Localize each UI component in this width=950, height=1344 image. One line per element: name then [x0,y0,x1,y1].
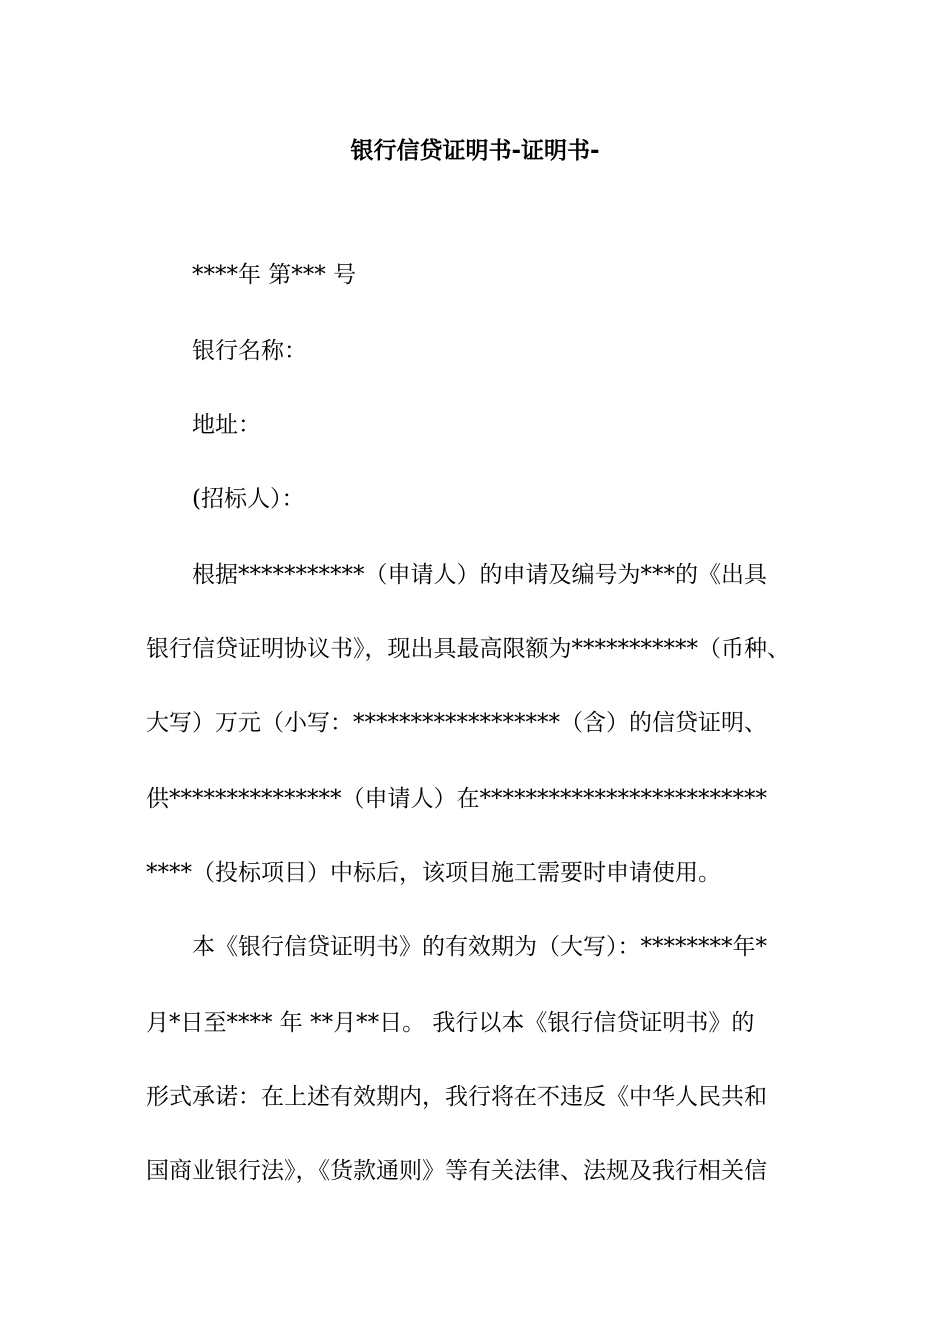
paragraph-line: 供***************（申请人）在************************* [146,786,767,812]
paragraph-line: 根据***********（申请人）的申请及编号为***的《出具 [192,562,767,588]
paragraph-line: 形式承诺：在上述有效期内，我行将在不违反《中华人民共和 [146,1084,767,1110]
document-title: 银行信贷证明书-证明书- [350,138,600,164]
paragraph-line: 月*日至**** 年 **月**日。 我行以本《银行信贷证明书》的 [146,1010,755,1036]
bank-name-line: 银行名称： [192,338,307,364]
paragraph-line: 大写）万元（小写：******************（含）的信贷证明、 [146,710,767,736]
recipient-line: (招标人）： [192,486,305,512]
paragraph-line: 本《银行信贷证明书》的有效期为（大写）：********年* [192,934,767,960]
address-line: 地址： [192,412,261,438]
paragraph-line: 国商业银行法》，《货款通则》等有关法律、法规及我行相关信 [146,1158,767,1184]
paragraph-line: ****（投标项目）中标后，该项目施工需要时申请使用。 [146,860,721,886]
document-number-line: ****年 第*** 号 [192,262,357,288]
paragraph-line: 银行信贷证明协议书》，现出具最高限额为***********（币种、 [146,636,790,662]
